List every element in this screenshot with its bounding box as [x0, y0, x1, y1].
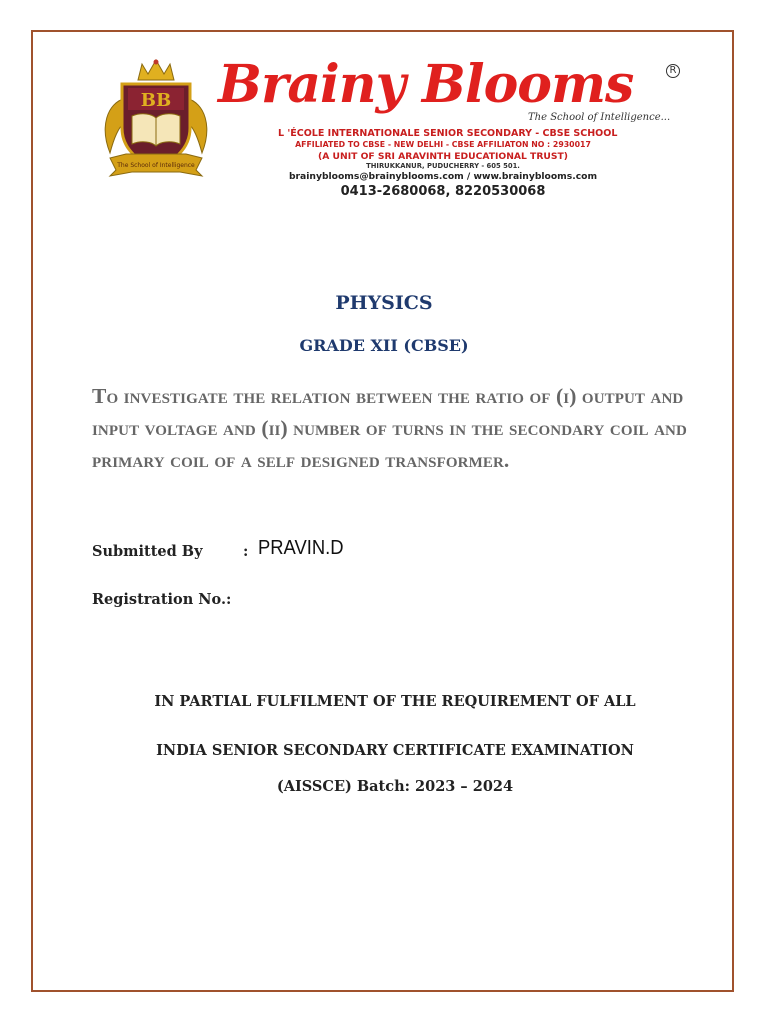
- school-crest-logo: [96, 58, 216, 180]
- fulfilment-line-1: IN PARTIAL FULFILMENT OF THE REQUIREMENT OF ALL: [154, 693, 636, 710]
- grade-heading: GRADE XII (CBSE): [299, 336, 469, 355]
- submitted-by-colon: :: [243, 543, 249, 560]
- emblem-monogram: BB: [140, 90, 172, 111]
- school-brand-name: Brainy Blooms: [218, 54, 634, 115]
- student-name: PRAVIN.D: [258, 537, 344, 559]
- contact-line: brainyblooms@brainyblooms.com / www.brainyblooms.com: [288, 171, 598, 182]
- submitted-by-label: Submitted By: [92, 543, 203, 560]
- project-title: To investigate the relation between the ratio of (i) output and input voltage and (ii) number of turns in the secondary coil and primary coil of a self designed transformer.: [92, 384, 687, 472]
- phone-line: 0413-2680068, 8220530068: [340, 184, 546, 199]
- affiliation-line: AFFILIATED TO CBSE - NEW DELHI - CBSE AFFILIATON NO : 2930017: [295, 140, 591, 149]
- subject-heading: PHYSICS: [335, 292, 433, 314]
- emblem-ribbon-text: The School of Intelligence: [117, 162, 195, 169]
- school-tagline: The School of Intelligence...: [528, 112, 671, 123]
- address-line: THIRUKKANUR, PUDUCHERRY - 605 501.: [366, 162, 520, 170]
- school-type-line: L 'ÉCOLE INTERNATIONALE SENIOR SECONDARY - CBSE SCHOOL: [278, 128, 618, 139]
- registration-number-label: Registration No.:: [92, 591, 232, 608]
- fulfilment-line-2: INDIA SENIOR SECONDARY CERTIFICATE EXAMINATION: [156, 742, 634, 759]
- batch-line: (AISSCE) Batch: 2023 – 2024: [276, 778, 514, 795]
- registered-trademark-icon: R: [666, 64, 680, 78]
- trust-line: (A UNIT OF SRI ARAVINTH EDUCATIONAL TRUST): [318, 151, 568, 162]
